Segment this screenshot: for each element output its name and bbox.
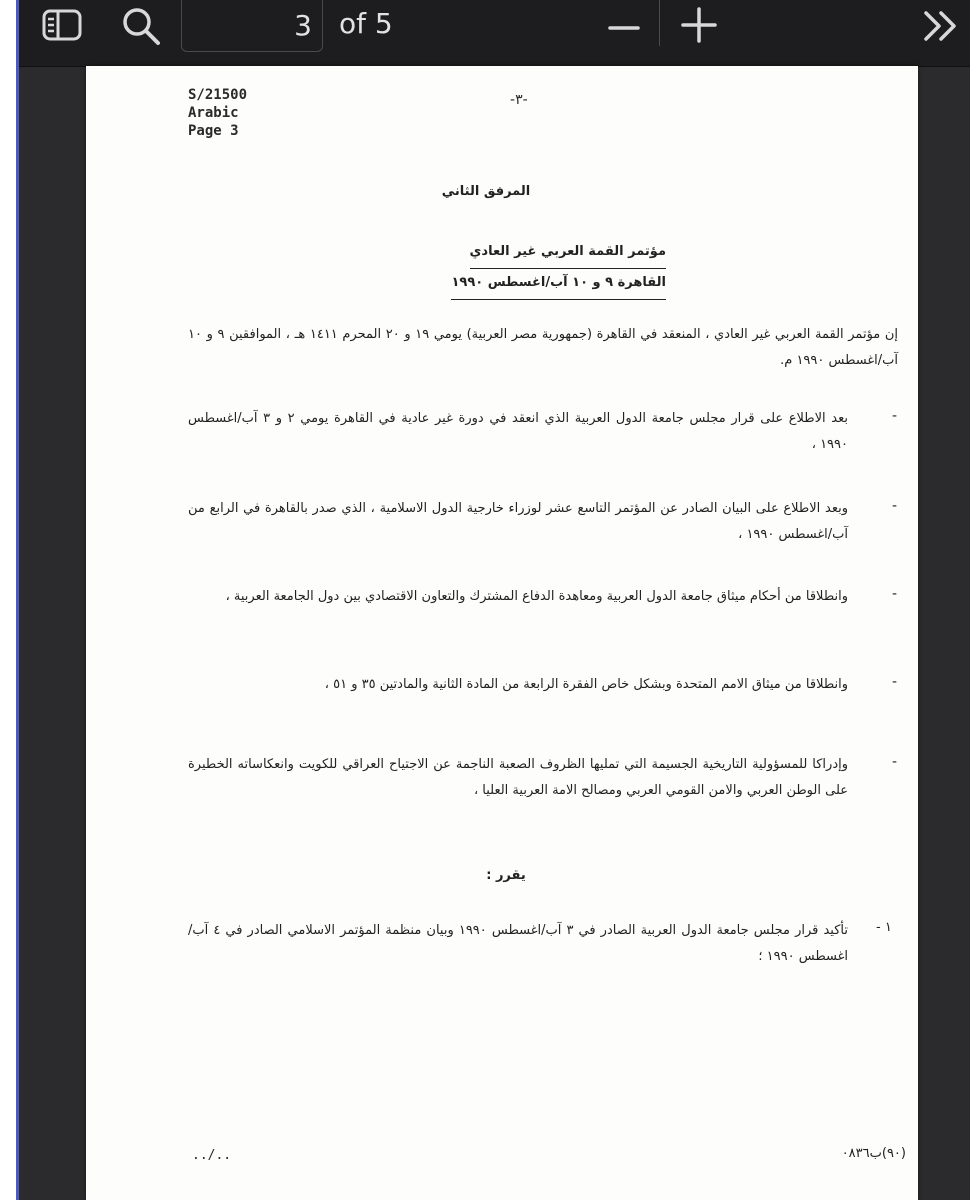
search-icon [120, 5, 162, 47]
document-job-number: (٩٠)ب٠٨٣٦ [841, 1146, 906, 1161]
clause-bullet: - [892, 754, 898, 770]
decision-item-1: تأكيد قرار مجلس جامعة الدول العربية الصادر في ٣ آب/اغسطس ١٩٩٠ وبيان منظمة المؤتمر الاسلامي الصادر في ٤ آب/اغسطس ١٩٩٠ ؛ [188, 923, 848, 964]
conference-title [326, 238, 666, 300]
sidebar-icon [42, 9, 82, 41]
conference-place-date: القاهرة ٩ و ١٠ آب/اغسطس ١٩٩٠ [451, 269, 666, 300]
doc-page-label: Page 3 [188, 123, 239, 139]
conference-name: مؤتمر القمة العربي غير العادي [470, 238, 667, 269]
clause-4: وانطلاقا من ميثاق الامم المتحدة وبشكل خاص الفقرة الرابعة من المادة الثانية والمادتين ٣٥ و ٥١ ، [324, 677, 848, 692]
viewer-toolbar [19, 0, 970, 67]
plus-icon [679, 5, 719, 45]
clause-5: وإدراكا للمسؤولية التاريخية الجسيمة التي تمليها الظروف الصعبة الناجمة عن الاجتياح العراقي للكويت وانعكاساته الخطيرة على الوطن العربي والامن القومي العربي ومصالح الامة العربية العليا ، [188, 757, 848, 798]
doc-language: Arabic [188, 105, 239, 121]
clause-2: وبعد الاطلاع على البيان الصادر عن المؤتمر التاسع عشر لوزراء خارجية الدول الاسلامية ، الذي صدر بالقاهرة في الرابع من آب/اغسطس ١٩٩٠ ، [188, 501, 848, 542]
continuation-marker: ../.. [192, 1148, 232, 1163]
page-number-header: -٣- [510, 92, 528, 108]
zoom-in-button[interactable] [674, 2, 724, 48]
double-chevron-right-icon [922, 9, 960, 43]
clause-1: بعد الاطلاع على قرار مجلس جامعة الدول العربية الذي انعقد في دورة غير عادية في القاهرة يومي ٢ و ٣ آب/اغسطس ١٩٩٠ ، [188, 411, 849, 452]
clause-bullet: - [892, 498, 898, 514]
document-page [86, 66, 918, 1200]
window-edge [0, 0, 16, 1200]
zoom-out-button[interactable] [599, 4, 649, 48]
clause-bullet: - [892, 408, 898, 424]
more-tools-button[interactable] [917, 4, 965, 48]
item-number: ١ - [876, 920, 892, 935]
minus-icon [606, 8, 642, 44]
window-edge-accent [16, 0, 19, 1200]
page-number-input[interactable] [181, 0, 323, 52]
sidebar-toggle-button[interactable] [39, 6, 85, 44]
clause-3: وانطلاقا من أحكام ميثاق جامعة الدول العربية ومعاهدة الدفاع المشترك والتعاون الاقتصادي بين دول الجامعة العربية ، [225, 589, 848, 604]
clause-bullet: - [892, 674, 898, 690]
page-total-label: of 5 [339, 7, 393, 40]
toolbar-divider [659, 0, 660, 46]
clause-bullet: - [892, 586, 898, 602]
intro-paragraph: إن مؤتمر القمة العربي غير العادي ، المنعقد في القاهرة (جمهورية مصر العربية) يومي ١٩ و ٢٠ المحرم ١٤١١ هـ ، الموافقين ٩ و ١٠ آب/اغسطس ١٩٩٠ م. [188, 327, 899, 368]
annex-title: المرفق الثاني [441, 184, 531, 199]
doc-symbol: S/21500 [188, 87, 248, 103]
document-reference [188, 86, 247, 140]
decides-heading: يقرر : [486, 868, 526, 883]
search-button[interactable] [117, 4, 165, 48]
